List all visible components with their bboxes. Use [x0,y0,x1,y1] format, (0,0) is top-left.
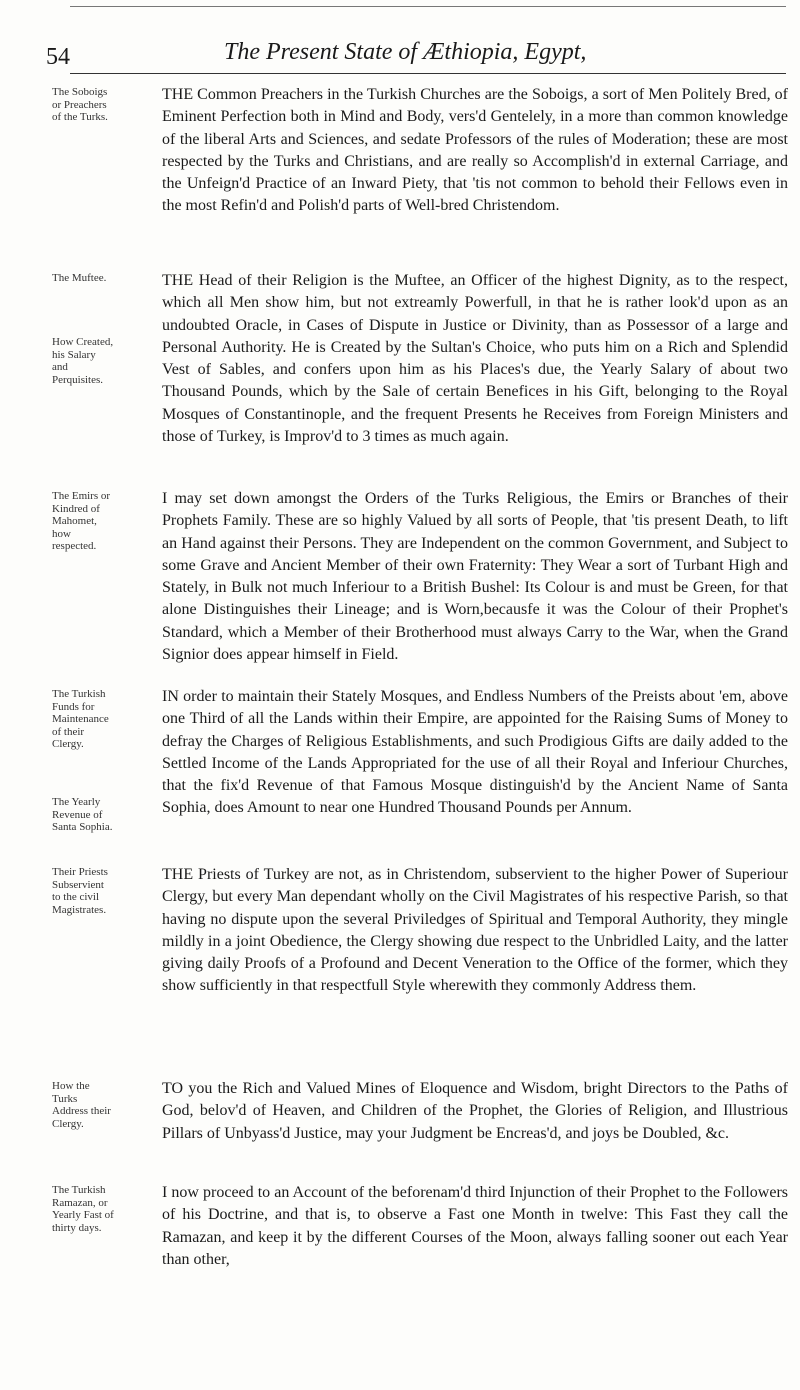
paragraph-muftee: THE Head of their Religion is the Muftee, an Officer of the highest Dignity, as to the respect, which all Men show him, but not extreamly Powerfull, in that he is rather look'd upon as an undoubted Oracle, in Cases of Dispute in Justice or Divinity, than as Possessor of a large and Personal Authority. He is Created by the Sultan's Choice, who puts him on a Rich and Splendid Vest of Sables, and confers upon him as his Places's due, the Yearly Salary of about two Thousand Pounds, which by the Sale of certain Benefices in his Gift, belonging to the Royal Mosques of Constantinople, and the frequent Presents he Receives from Foreign Ministers and those of Turkey, is Improv'd to 3 times as much again. [162,272,788,446]
paragraph-ramazan: I now proceed to an Account of the beforenam'd third Injunction of their Prophet to the Followers of his Doctrine, and that is, to observe a Fast one Month in twelve: This Fast they call the Ramazan, and keep it by the different Courses of the Moon, always falling sooner out each Year than other, [162,1184,788,1268]
margin-note-santa-sophia: The Yearly Revenue of Santa Sophia. [52,796,113,833]
paragraph-emirs: I may set down amongst the Orders of the Turks Religious, the Emirs or Branches of their Prophets Family. These are so highly Valued by all sorts of People, that 'tis present Death, to lift an Hand against their Persons. They are Independent on the common Government, and Subject to some Grave and Ancient Member of their own Fraternity: They Wear a sort of Turbant High and Stately, in Bulk not much Inferiour to a British Bushel: Its Colour is and must be Green, for that alone Distinguishes their Lineage; and is Worn,becausfe it was the Colour of their Prophet's Standard, which a Member of their Brotherhood must always Carry to the War, when the Grand Signior does appear himself in Field. [162,490,788,664]
margin-note-soboigs: The Soboigs or Preachers of the Turks. [52,86,108,123]
page-number: 54 [46,44,70,70]
margin-note-priests: Their Priests Subservient to the civil Magistrates. [52,866,108,916]
margin-note-address: How the Turks Address their Clergy. [52,1080,111,1130]
paragraph-funds: IN order to maintain their Stately Mosques, and Endless Numbers of the Preists about 'em, above one Third of all the Lands within their Empire, are appointed for the Raising Sums of Money to defray the Charges of Religious Establishments, and such Prodigious Gifts are daily added to the Settled Income of the Lands Appropriated for the use of all their Royal and Inferiour Churches, that the fix'd Revenue of that Famous Mosque distinguish'd by the Ancient Name of Santa Sophia, does Amount to near one Hundred Thousand Pounds per Annum. [162,688,788,817]
running-title: The Present State of Æthiopia, Egypt, [224,39,587,65]
margin-note-ramazan: The Turkish Ramazan, or Yearly Fast of thirty days. [52,1184,114,1234]
header-rule [70,73,786,74]
paragraph-priests: THE Priests of Turkey are not, as in Christendom, subservient to the higher Power of Superiour Clergy, but every Man dependant wholly on the Civil Magistrates of his respective Parish, so that having no dispute upon the several Priviledges of Spiritual and Temporal Authority, they mingle mildly in a joint Obedience, the Clergy showing due respect to the Unbridled Laity, and the latter giving daily Proofs of a Profound and Decent Veneration to the Office of the former, which they show sufficiently in that respectfull Style wherewith they commonly Address them. [162,866,788,995]
margin-note-muftee-salary: How Created, his Salary and Perquisites. [52,336,114,386]
top-rule [70,6,786,7]
paragraph-address: TO you the Rich and Valued Mines of Eloquence and Wisdom, bright Directors to the Paths of God, belov'd of Heaven, and Children of the Prophet, the Glories of Religion, and Illustrious Pillars of Unbyass'd Justice, may your Judgment be Encreas'd, and joys be Doubled, &c. [162,1080,788,1142]
paragraph-soboigs: THE Common Preachers in the Turkish Churches are the Soboigs, a sort of Men Politely Bred, of Eminent Perfection both in Mind and Body, vers'd Gentelely, in a more than common knowledge of the liberal Arts and Sciences, and sedate Professors of the rules of Moderation; these are most respected by the Turks and Christians, and are really so Accomplish'd in external Carriage, and the Unfeign'd Practice of an Inward Piety, that 'tis not common to behold their Fellows even in the most Refin'd and Polish'd parts of Well-bred Christendom. [162,86,788,215]
margin-note-muftee: The Muftee. [52,272,107,284]
margin-note-emirs: The Emirs or Kindred of Mahomet, how respected. [52,490,111,552]
margin-note-funds: The Turkish Funds for Maintenance of their Clergy. [52,688,109,750]
